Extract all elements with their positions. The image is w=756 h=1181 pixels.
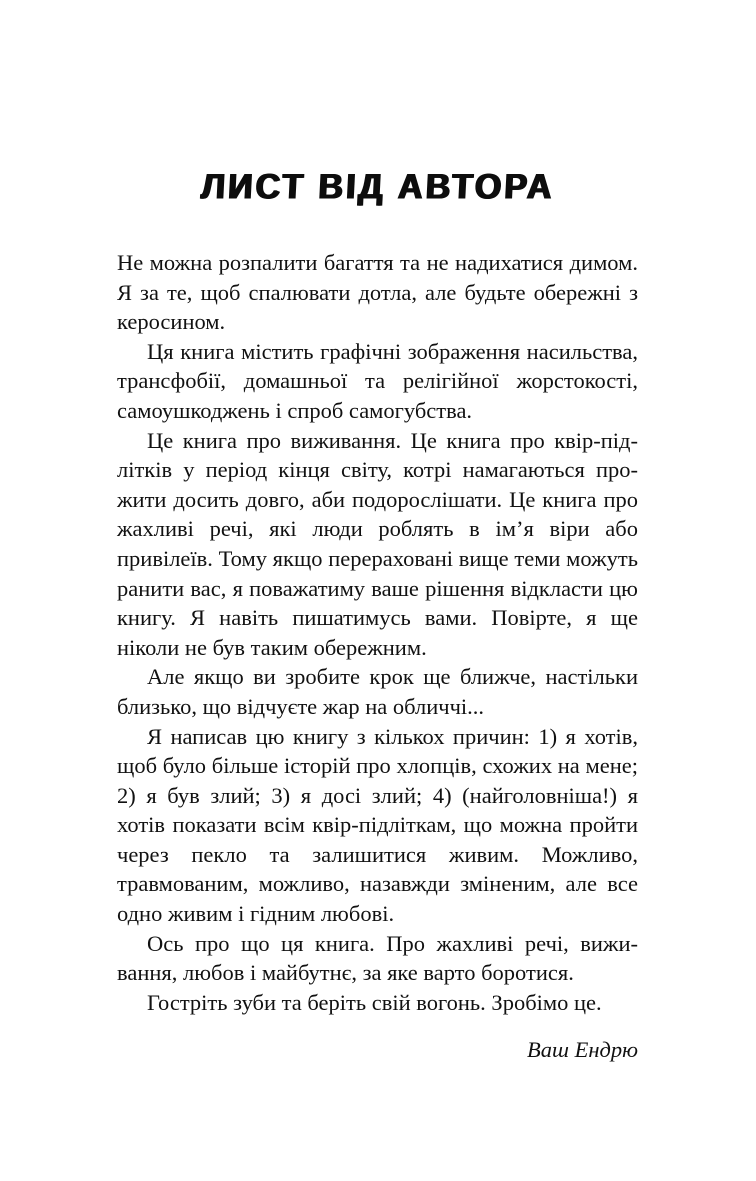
paragraph-7: Гостріть зуби та беріть свій вогонь. Зробімо це. <box>147 989 602 1015</box>
paragraph-2: Ця книга містить графічні зображення насильства, трансфобії, домашньої та релігійної жорстокості, самоушкоджень і спроб самогубства. <box>117 338 638 423</box>
page-title: ЛИСТ ВІД АВТОРА <box>200 167 556 207</box>
paragraph-4: Але якщо ви зробите крок ще ближче, настільки близько, що відчуєте жар на обличчі... <box>117 664 638 719</box>
author-signature: Ваш Ендрю <box>526 1037 638 1062</box>
paragraph-1: Не можна розпалити багаття та не надихатися димом. Я за те, щоб спалювати дотла, але будьте обережні з керосином. <box>117 250 638 335</box>
paragraph-6: Ось про що ця книга. Про жахливі речі, виживання, любов і майбутнє, за яке варто боротися. <box>117 930 638 986</box>
letter-body <box>117 248 638 1017</box>
paragraph-5: Я написав цю книгу з кількох причин: 1) я хотів, щоб було більше історій про хлопців, схожих на мене; 2) я був злий; 3) я досі злий; 4) (найголовніша!) я хотів показати всім квір-підліткам, що можна пройти через пекло та залишитися живим. Можливо, травмованим, можливо, назавжди зміненим, але все одно живим і гідним любові. <box>117 723 638 927</box>
paragraph-3: Це книга про виживання. Це книга про квір-підлітків у період кінця світу, котрі намагаються прожити досить довго, аби подорослішати. Це книга про жахливі речі, які люди роблять в ім’я віри або привілеїв. Тому якщо перераховані вище теми можуть ранити вас, я поважатиму ваше рішення відкласти цю книгу. Я навіть пишатимусь вами. Повірте, я ще ніколи не був таким обережним. <box>117 427 638 660</box>
